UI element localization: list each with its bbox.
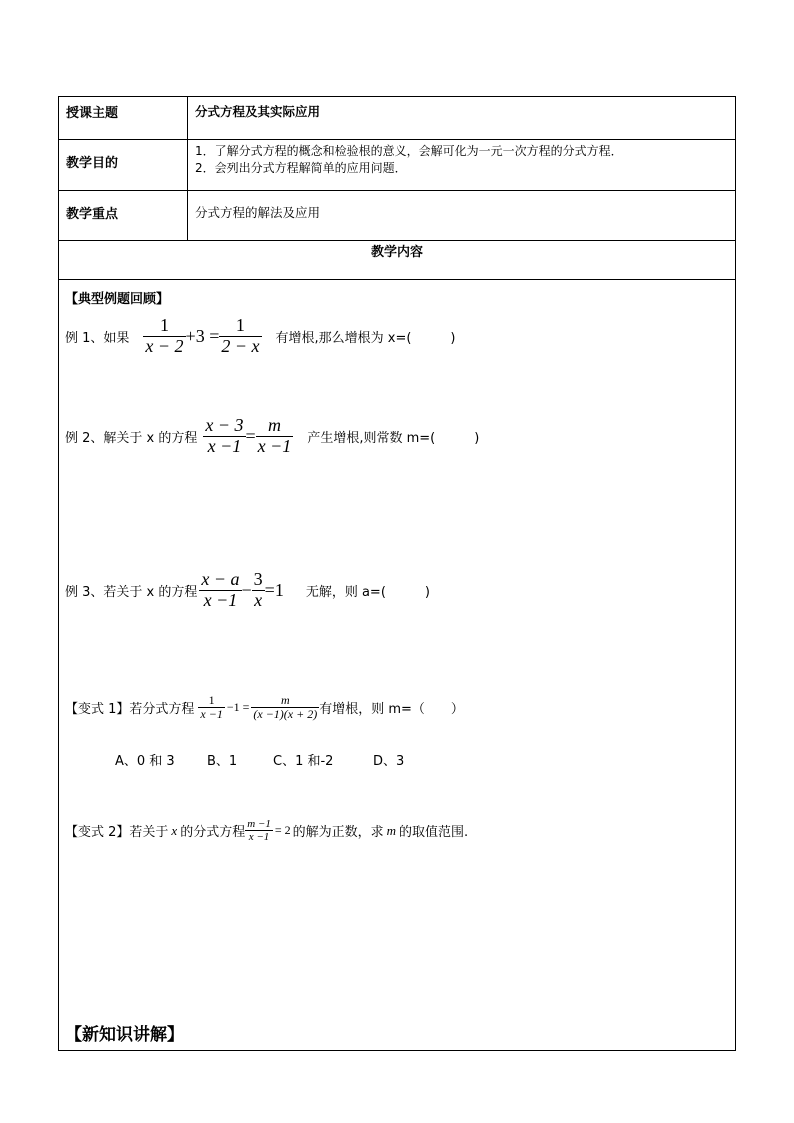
var2-suffix-2: 的取值范围. — [399, 825, 469, 841]
var1-option-b: B、1 — [207, 754, 238, 769]
ex1-mid: +3 = — [185, 325, 220, 346]
ex1-suffix: 有增根,那么增根为 x=( ) — [275, 330, 456, 346]
ex1-prefix: 例 1、如果 — [65, 330, 130, 346]
review-title: 【典型例题回顾】 — [65, 292, 170, 307]
new-knowledge-title: 【新知识讲解】 — [65, 1025, 184, 1045]
lesson-table — [58, 96, 736, 1051]
goal-label: 教学目的 — [59, 140, 188, 191]
var2-suffix-1: 的解为正数，求 — [292, 825, 384, 841]
content-row — [59, 280, 736, 1051]
goal-row — [59, 140, 736, 191]
ex2-fraction-1: $\frac{x - 3}{x -1}$ — [205, 415, 244, 456]
example-1 — [65, 316, 456, 357]
ex2-prefix: 例 2、解关于 x 的方程 — [65, 430, 198, 446]
ex3-minus: − — [241, 579, 252, 600]
var1-suffix: 有增根，则 m=（ ） — [319, 702, 464, 718]
var1-fraction-1: $\frac{1}{x -1}$ — [200, 693, 223, 722]
key-row — [59, 191, 736, 241]
ex3-suffix: 无解，则 a=( ) — [305, 584, 430, 600]
var1-fraction-2: $\frac{m}{(x -1)(x + 2)}$ — [253, 693, 318, 722]
content-cell — [59, 280, 736, 1051]
variant-1 — [65, 694, 464, 721]
topic-label: 授课主题 — [59, 97, 188, 140]
content-label: 教学内容 — [59, 241, 736, 280]
ex2-suffix: 产生增根,则常数 m=( ) — [307, 430, 480, 446]
ex2-fraction-2: $\frac{m}{x -1}$ — [257, 415, 292, 456]
key-label: 教学重点 — [59, 191, 188, 241]
var1-mid: −1 = — [226, 700, 250, 715]
ex3-prefix: 例 3、若关于 x 的方程 — [65, 584, 198, 600]
var1-option-c: C、1 和-2 — [273, 754, 334, 769]
ex1-fraction-1: $\frac{1}{x - 2}$ — [145, 315, 184, 356]
example-3 — [65, 570, 430, 611]
topic-row — [59, 97, 736, 140]
variant-2 — [65, 818, 468, 843]
topic-value: 分式方程及其实际应用 — [188, 97, 736, 140]
key-value: 分式方程的解法及应用 — [188, 191, 736, 241]
var2-mid: 的分式方程 — [180, 825, 246, 841]
var2-var-m: m — [386, 822, 397, 838]
goal-item: 2．会列出分式方程解简单的应用问题． — [195, 161, 407, 175]
content-header-row — [59, 241, 736, 280]
goal-item: 1．了解分式方程的概念和检验根的意义，会解可化为一元一次方程的分式方程． — [195, 144, 623, 158]
ex2-eq: = — [245, 425, 256, 446]
var1-option-d: D、3 — [373, 754, 405, 769]
var2-var-x: x — [171, 822, 178, 838]
var1-option-a: A、0 和 3 — [115, 754, 175, 769]
ex3-fraction-1: $\frac{x - a}{x -1}$ — [201, 569, 240, 610]
var1-prefix: 【变式 1】若分式方程 — [65, 702, 195, 718]
var2-eq: = 2 — [274, 823, 291, 838]
ex3-fraction-2: $\frac{3}{x}$ — [253, 569, 263, 610]
var2-fraction: $\frac{m -1}{x -1}$ — [247, 818, 271, 844]
var2-prefix: 【变式 2】若关于 — [65, 825, 169, 841]
ex3-eq: =1 — [264, 579, 284, 600]
ex1-fraction-2: $\frac{1}{2 - x}$ — [221, 315, 260, 356]
example-2 — [65, 416, 479, 457]
